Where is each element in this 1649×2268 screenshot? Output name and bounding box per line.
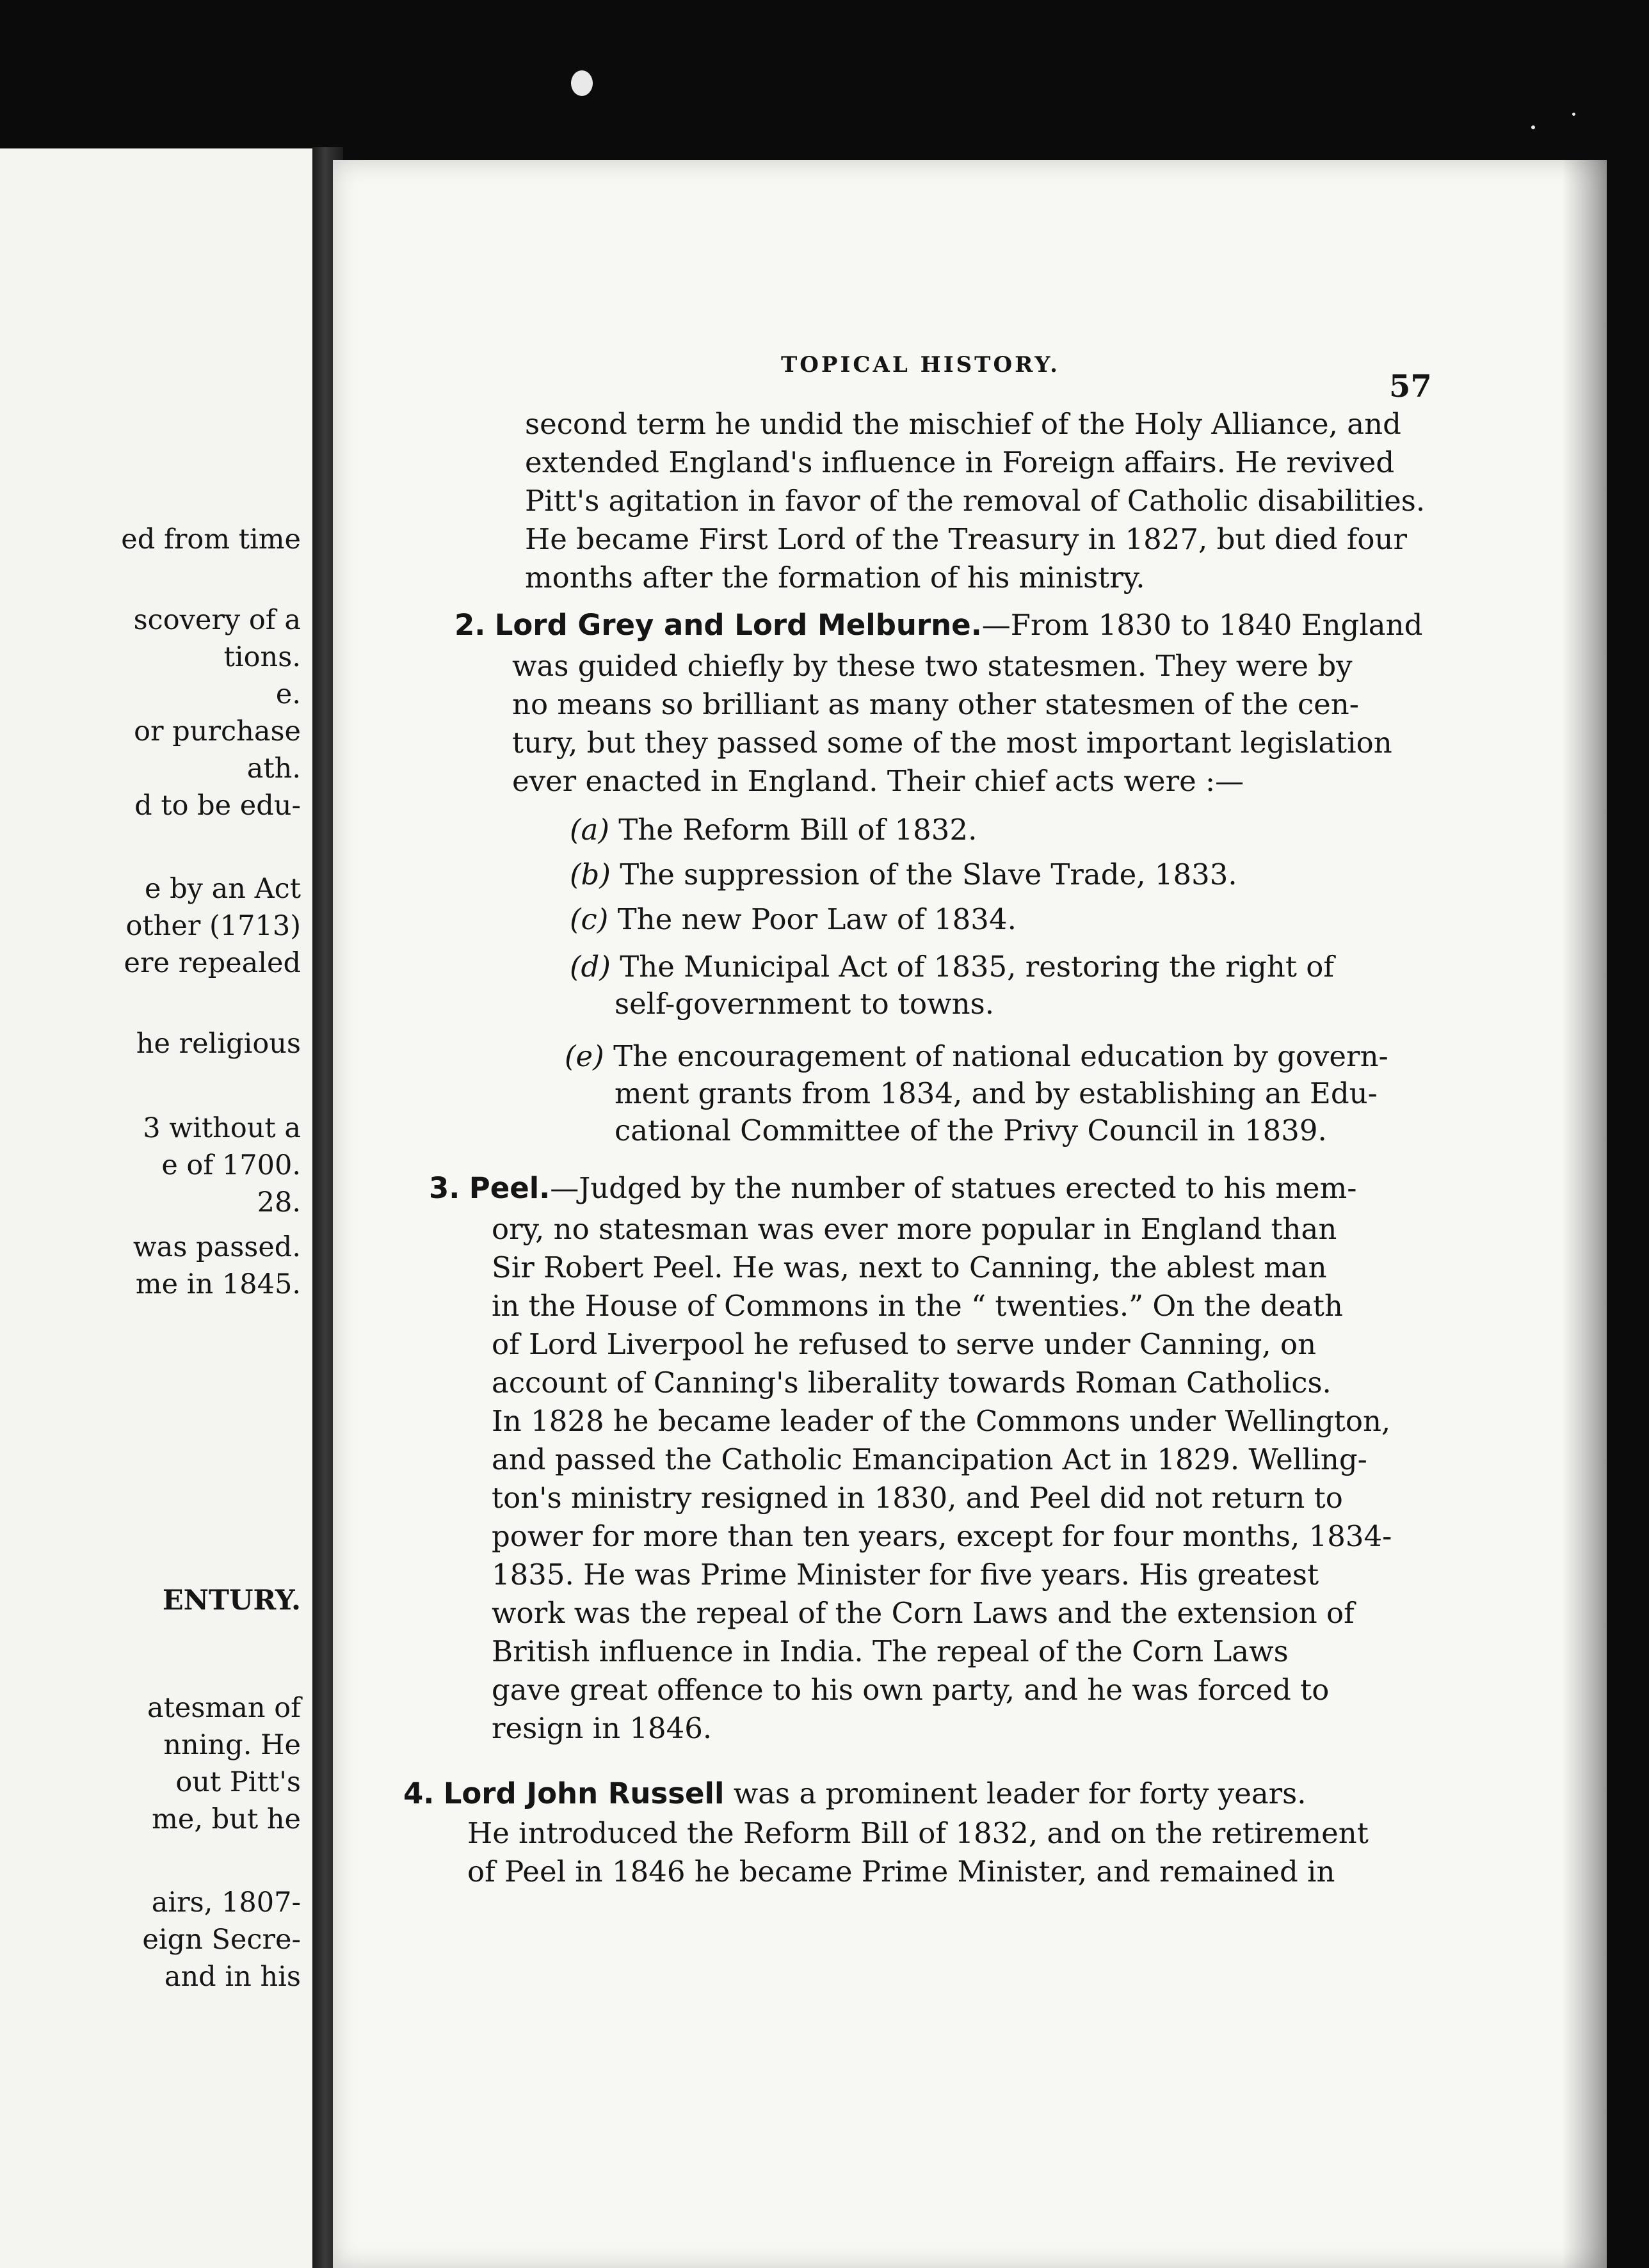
section-3-heading-line [429,1171,1357,1205]
list-marker: (c) [570,902,609,936]
left-line: was passed. [133,1231,301,1263]
left-line: e of 1700. [161,1149,301,1181]
section-number: 4. [403,1777,435,1810]
list-marker: (e) [565,1039,604,1073]
section-number: 3. [429,1171,460,1205]
left-line: airs, 1807- [151,1887,301,1919]
left-line: other (1713) [125,910,301,942]
left-line: tions. [223,641,301,673]
section-line: no means so brilliant as many other statesmen of the cen- [512,687,1359,721]
left-line: d to be edu- [134,790,301,822]
left-line: out Pitt's [175,1766,301,1798]
section-line: of Peel in 1846 he became Prime Minister, and remained in [467,1855,1335,1889]
list-item [570,860,1237,889]
left-page-fragment [0,148,316,2268]
list-item-text: The new Poor Law of 1834. [617,902,1017,936]
intro-line: He became First Lord of the Treasury in 1827, but died four [525,522,1407,556]
list-item-continuation: self-government to towns. [615,987,995,1021]
section-line: In 1828 he became leader of the Commons under Wellington, [492,1404,1391,1438]
section-line: 1835. He was Prime Minister for five years. His greatest [492,1558,1319,1592]
section-heading: Lord John Russell [443,1777,725,1810]
left-line: me, but he [152,1803,301,1835]
section-text: —From 1830 to 1840 England [981,608,1423,642]
section-line: He introduced the Reform Bill of 1832, and on the retirement [467,1816,1369,1850]
list-item-text: The Municipal Act of 1835, restoring the right of [620,950,1335,984]
scan-dust-speck [1572,113,1575,116]
left-line: e by an Act [144,873,301,905]
list-item-continuation: ment grants from 1834, and by establishing an Edu- [615,1076,1378,1110]
left-line: me in 1845. [135,1268,301,1300]
section-line: Sir Robert Peel. He was, next to Canning, the ablest man [492,1250,1327,1284]
page-number: 57 [1389,369,1432,404]
left-line: 3 without a [143,1112,301,1144]
intro-line: months after the formation of his ministry. [525,561,1145,595]
section-line: tury, but they passed some of the most important legislation [512,726,1392,760]
list-item [570,902,1017,936]
section-line: of Lord Liverpool he refused to serve under Canning, on [492,1327,1317,1361]
list-item-text: The suppression of the Slave Trade, 1833. [620,858,1237,891]
section-line: in the House of Commons in the “ twenties.” On the death [492,1289,1343,1323]
section-line: account of Canning's liberality towards Roman Catholics. [492,1366,1331,1400]
section-4-heading-line [403,1779,1307,1808]
section-line: ton's ministry resigned in 1830, and Peel did not return to [492,1481,1343,1515]
left-line: or purchase [134,715,301,747]
left-line: atesman of [147,1692,301,1724]
page-body [333,160,1607,2268]
section-heading: Peel. [469,1171,551,1205]
left-line: and in his [164,1961,301,1993]
section-2-heading-line [454,608,1423,642]
left-line: ath. [246,753,301,785]
left-line: 28. [257,1186,301,1218]
running-head: TOPICAL HISTORY. [781,352,1061,378]
section-text: was a prominent leader for forty years. [724,1777,1307,1810]
list-marker: (b) [570,858,611,891]
section-number: 2. [454,608,486,642]
scan-dust-speck [1531,125,1535,129]
list-item [565,1039,1388,1073]
left-line: e. [275,678,301,710]
left-line: nning. He [163,1729,301,1761]
left-line: he religious [136,1028,301,1060]
section-line: work was the repeal of the Corn Laws and the extension of [492,1596,1355,1630]
right-page [333,160,1607,2268]
section-line: British influence in India. The repeal of the Corn Laws [492,1634,1289,1668]
left-line: ere repealed [124,947,301,979]
list-item [570,950,1335,984]
list-item-continuation: cational Committee of the Privy Council in 1839. [615,1114,1327,1147]
list-item-text: The Reform Bill of 1832. [618,813,977,847]
section-line: resign in 1846. [492,1711,712,1745]
left-line: ENTURY. [162,1585,301,1617]
section-text: —Judged by the number of statues erected to his mem- [550,1171,1357,1205]
list-marker: (a) [570,813,609,847]
section-heading: Lord Grey and Lord Melburne. [494,608,982,642]
left-line: scovery of a [133,604,301,636]
scan-dust-speck [571,70,593,96]
intro-line: Pitt's agitation in favor of the removal of Catholic disabilities. [525,484,1426,518]
section-line: and passed the Catholic Emancipation Act in 1829. Welling- [492,1442,1367,1476]
section-line: power for more than ten years, except for four months, 1834- [492,1519,1392,1553]
intro-line: second term he undid the mischief of the Holy Alliance, and [525,407,1401,441]
left-line: eign Secre- [142,1924,301,1956]
section-line: gave great offence to his own party, and he was forced to [492,1673,1330,1707]
left-line: ed from time [121,523,301,555]
list-item-text: The encouragement of national education by govern- [613,1039,1388,1073]
list-marker: (d) [570,950,611,984]
section-line: was guided chiefly by these two statesmen. They were by [512,649,1353,683]
section-line: ory, no statesman was ever more popular in England than [492,1212,1337,1246]
section-line: ever enacted in England. Their chief acts were :— [512,764,1244,798]
intro-line: extended England's influence in Foreign affairs. He revived [525,445,1395,479]
list-item [570,813,977,847]
